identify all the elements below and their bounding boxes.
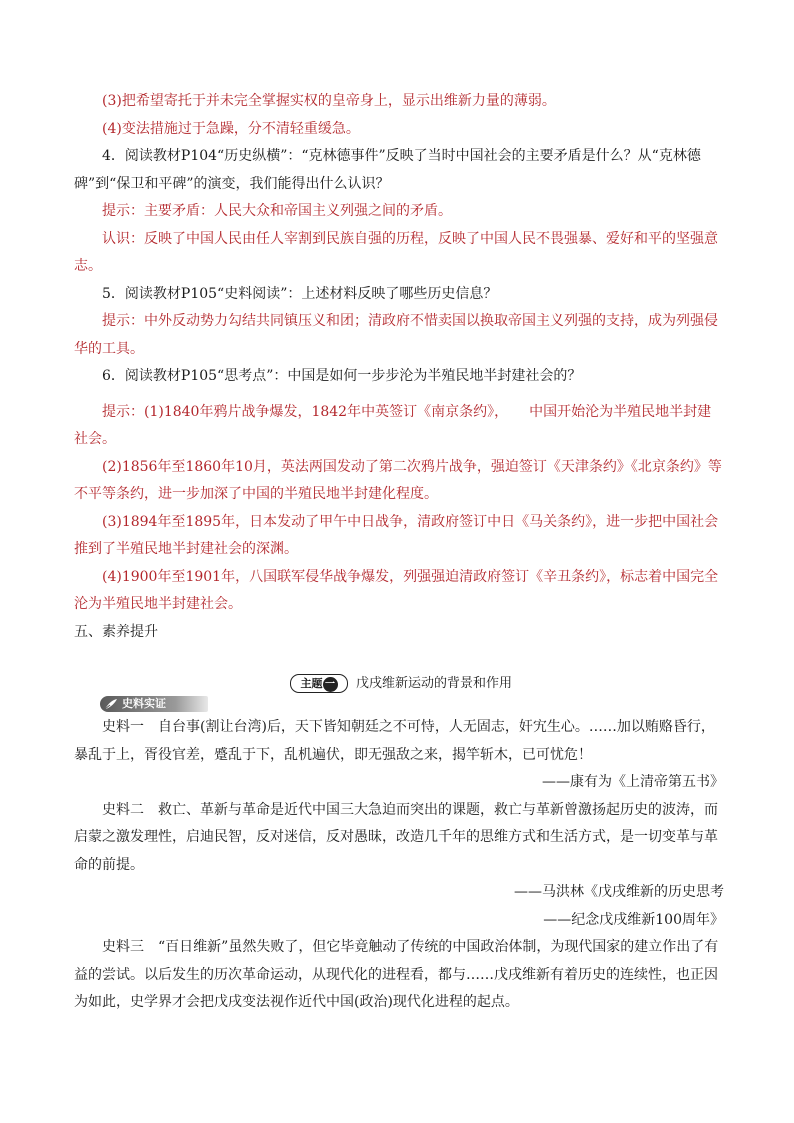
topic-badge-char-2: 题 (311, 677, 323, 690)
answer-4-contradiction: 提示：主要矛盾：人民大众和帝国主义列强之间的矛盾。 (102, 203, 452, 219)
material-label-bar (74, 694, 724, 714)
answer-6-part3: (3)1894年至1895年，日本发动了甲午中日战争，清政府签订中日《马关条约》，进一步把中国社会推到了半殖民地半封建社会的深渊。 (74, 513, 719, 557)
source-2-citation-line2: ——纪念戊戌维新100周年》 (543, 911, 724, 928)
source-3: 史料三 “百日维新”虽然失败了，但它毕竟触动了传统的中国政治体制，为现代国家的建立作出了有益的尝试。以后发生的历次革命运动，从现代化的进程看，都与……戊戌维新有着历史的连续性，也正因为如此，史学界才会把戊戌变法视作近代中国(政治)现代化进程的起点。 (74, 939, 719, 1010)
question-6: 6．阅读教材P105“思考点”：中国是如何一步步沦为半殖民地半封建社会的？ (102, 368, 582, 384)
answer-6-part4: (4)1900年至1901年，八国联军侵华战争爆发，列强强迫清政府签订《辛丑条约》，标志着中国完全沦为半殖民地半封建社会。 (74, 568, 719, 612)
question-5: 5．阅读教材P105“史料阅读”：上述材料反映了哪些历史信息？ (102, 285, 498, 302)
answer-6-part1: 提示：(1)1840年鸦片战争爆发，1842年中英签订《南京条约》， 中国开始沦为半殖民地半封建社会。 (74, 403, 712, 447)
answer-line-4: (4)变法措施过于急躁，分不清轻重缓急。 (102, 120, 360, 137)
answer-5: 提示：中外反动势力勾结共同镇压义和团；清政府不惜卖国以换取帝国主义列强的支持，成为列强侵华的工具。 (74, 313, 718, 357)
material-label-text: 史料实证 (122, 697, 166, 710)
section-5-title: 五、素养提升 (74, 623, 158, 640)
material-label (100, 696, 208, 712)
topic-badge-char-1: 主 (300, 677, 312, 690)
topic-badge (290, 674, 348, 693)
source-2: 史料二 救亡、革新与革命是近代中国三大急迫而突出的课题，救亡与革新曾激扬起历史的波涛，而启蒙之激发理性，启迪民智，反对迷信，反对愚昧，改造几千年的思维方式和生活方式，是一切变革与革命的前提。 (74, 801, 718, 873)
topic-title: 戊戌维新运动的背景和作用 (356, 676, 513, 691)
source-1-citation: ——康有为《上清帝第五书》 (542, 774, 724, 790)
answer-6-part2: (2)1856年至1860年10月，英法两国发动了第二次鸦片战争，强迫签订《天津条约》《北京条约》等不平等条约，进一步加深了中国的半殖民地半封建化程度。 (74, 458, 722, 502)
source-2-citation-line1: ——马洪林《戊戌维新的历史思考 (514, 884, 724, 900)
answer-4-understanding: 认识：反映了中国人民由任人宰割到民族自强的历程，反映了中国人民不畏强暴、爱好和平的坚强意志。 (74, 230, 718, 274)
document-page (74, 88, 724, 1017)
source-1: 史料一 自台事(割让台湾)后，天下皆知朝廷之不可恃，人无固志，奸宄生心。……加以贿赂昏行，暴乱于上，胥役官差，蹙乱于下，乱机遍伏，即无强敌之来，揭竿斩木，已可忧危！ (74, 719, 715, 763)
question-4: 4．阅读教材P104“历史纵横”：“克林德事件”反映了当时中国社会的主要矛盾是什么？从“克林德碑”到“保卫和平碑”的演变，我们能得出什么认识？ (74, 148, 701, 192)
quill-icon (104, 698, 118, 710)
answer-line-3: (3)把希望寄托于并未完全掌握实权的皇帝身上，显示出维新力量的薄弱。 (102, 93, 556, 109)
topic-badge-number: 一 (323, 677, 338, 692)
